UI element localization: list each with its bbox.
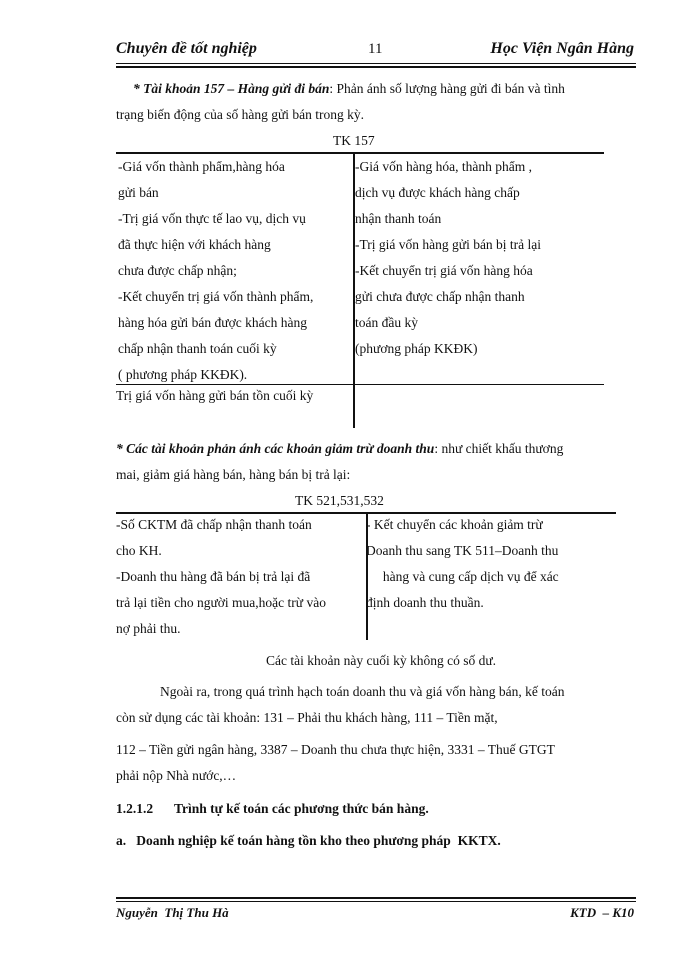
t-account-157-debit [118,154,313,388]
debit-line: -Doanh thu hàng đã bán bị trả lại đã [116,569,311,584]
debit-line: -Số CKTM đã chấp nhận thanh toán [116,517,312,532]
debit-line: trả lại tiền cho người mua,hoặc trừ vào [116,595,326,610]
page-number: 11 [368,41,383,57]
debit-line: -Kết chuyển trị giá vốn thành phẩm, [118,289,314,304]
t-account-521-credit [366,512,559,616]
debit-line: nợ phải thu. [116,621,181,636]
t-account-521-note: Các tài khoản này cuối kỳ không có số dư. [266,653,497,668]
debit-line: chấp nhận thanh toán cuối kỳ [118,341,277,356]
credit-line: (phương pháp KKĐK) [355,341,478,356]
paragraph-line-2: còn sử dụng các tài khoản: 131 – Phải thu khách hàng, 111 – Tiền mặt, [116,710,498,725]
debit-line: cho KH. [116,543,162,558]
header-left-title: Chuyên đề tốt nghiệp [116,40,257,57]
credit-line: dịch vụ được khách hàng chấp [355,185,520,200]
header-rule [116,63,636,64]
t-account-521-debit [116,512,326,642]
t-account-521-title: TK 521,531,532 [295,493,384,508]
paragraph-line-1: Ngoài ra, trong quá trình hạch toán doanh thu và giá vốn hàng bán, kế toán [160,684,565,699]
footer-rule-thick [116,897,636,899]
debit-line: đã thực hiện với khách hàng [118,237,271,252]
section-deductions-line-1 [116,436,563,462]
credit-line: -Giá vốn hàng hóa, thành phẩm , [355,159,532,174]
debit-line: ( phương pháp KKĐK). [118,367,248,382]
credit-line: -Kết chuyển trị giá vốn hàng hóa [355,263,533,278]
debit-line: chưa được chấp nhận; [118,263,237,278]
debit-line: hàng hóa gửi bán được khách hàng [118,315,307,330]
credit-line: hàng và cung cấp dịch vụ để xác [366,569,559,584]
credit-line: gửi chưa được chấp nhận thanh [355,289,525,304]
section-157-text-1: : Phản ánh số lượng hàng gửi đi bán và tình [329,81,565,96]
debit-line: -Giá vốn thành phẩm,hàng hóa [118,159,285,174]
paragraph-line-3: 112 – Tiền gửi ngân hàng, 3387 – Doanh thu chưa thực hiện, 3331 – Thuế GTGT [116,742,555,757]
subheading-title: Trình tự kế toán các phương thức bán hàng. [174,801,429,816]
footer-rule [116,901,636,902]
header-right-title: Học Viện Ngân Hàng [490,40,634,57]
credit-line: -Trị giá vốn hàng gửi bán bị trả lại [355,237,542,252]
subheading-number: 1.2.1.2 [116,801,154,816]
t-account-157-credit [355,154,541,362]
section-deductions-text-1: : như chiết khấu thương [434,441,564,456]
header-rule-thick [116,66,636,68]
footer-author: Nguyễn Thị Thu Hà [116,905,229,920]
debit-line: gửi bán [118,185,159,200]
t-account-157-balance: Trị giá vốn hàng gửi bán tồn cuối kỳ [116,388,314,403]
credit-line: định doanh thu thuần. [366,595,484,610]
section-deductions-text-2: mai, giảm giá hàng bán, hàng bán bị trả lại: [116,467,351,482]
credit-line: toán đầu kỳ [355,315,418,330]
section-157-text-2: trạng biến động của số hàng gửi bán trong kỳ. [116,107,365,122]
subheading-a: a. Doanh nghiệp kế toán hàng tồn kho theo phương pháp KKTX. [116,833,501,848]
credit-line: - Kết chuyển các khoản giảm trừ [366,517,543,532]
t-account-157-title: TK 157 [333,133,375,148]
footer-class: KTD – K10 [570,905,634,920]
section-deductions-heading: * Các tài khoản phản ánh các khoản giảm trừ doanh thu [116,441,435,456]
section-157-line-1 [133,76,565,102]
paragraph-line-4: phải nộp Nhà nước,… [116,768,237,783]
debit-line: -Trị giá vốn thực tế lao vụ, dịch vụ [118,211,306,226]
credit-line: nhận thanh toán [355,211,442,226]
credit-line: Doanh thu sang TK 511–Doanh thu [366,543,559,558]
section-157-heading: * Tài khoản 157 – Hàng gửi đi bán [133,81,330,96]
